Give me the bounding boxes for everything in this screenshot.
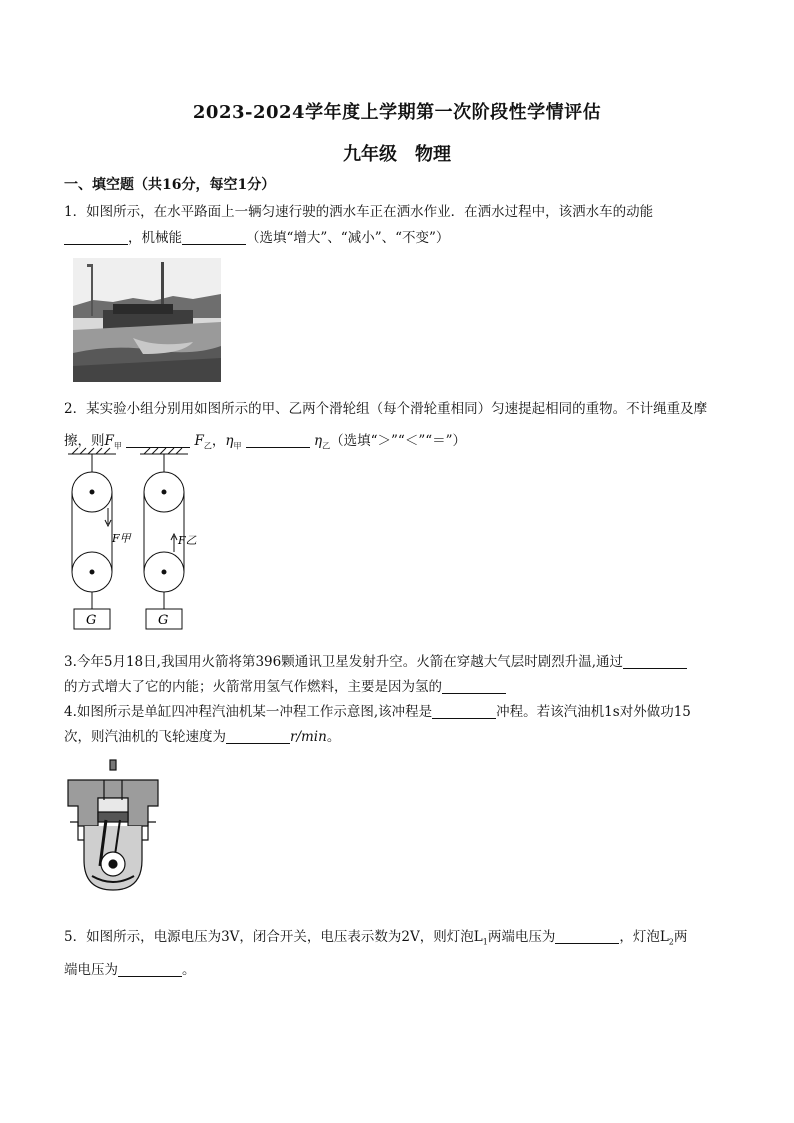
- q3-line1: 3.今年5月18日,我国用火箭将第396颗通讯卫星发射升空。火箭在穿越大气层时剧烈升温,通过: [64, 650, 687, 670]
- exam-title: 2023-2024学年度上学期第一次阶段性学情评估: [192, 102, 602, 123]
- q1-blank-1[interactable]: [64, 230, 128, 245]
- q5-blank-2[interactable]: [118, 962, 182, 977]
- q1-blank-2[interactable]: [182, 230, 246, 245]
- q4-line1: 4.如图所示是单缸四冲程汽油机某一冲程工作示意图,该冲程是 冲程。若该汽油机1s对外做功15: [64, 704, 691, 720]
- q2-blank-2[interactable]: [246, 433, 310, 448]
- pulley-systems-diagram: [64, 444, 204, 634]
- label-f-jia: F甲: [112, 532, 131, 545]
- q2-line1: 2．某实验小组分别用如图所示的甲、乙两个滑轮组（每个滑轮重相同）匀速提起相同的重物。不计绳重及摩: [64, 401, 708, 417]
- q4-blank-1[interactable]: [432, 704, 496, 719]
- section-heading: 一、填空题（共16分，每空1分）: [64, 177, 276, 193]
- q2-line2: 擦，则$F_甲$ $F_乙$，$\eta_甲$ $\eta_乙$（选填“＞”“＜”“＝”）: [64, 433, 467, 451]
- q5-line2: 端电压为 。: [64, 962, 196, 978]
- weight-g-2: G: [158, 613, 169, 628]
- exam-subtitle: 九年级 物理: [343, 144, 451, 165]
- q3-blank-1[interactable]: [623, 654, 687, 669]
- sprinkler-truck-photo: [73, 258, 221, 382]
- q3-line2: 的方式增大了它的内能；火箭常用氢气作燃料，主要是因为氢的: [64, 675, 506, 695]
- label-f-yi: F乙: [178, 534, 197, 547]
- q5-line1: 5．如图所示，电源电压为3V，闭合开关，电压表示数为2V，则灯泡$L_1$两端电压为 ，灯泡$L_2$两: [64, 929, 688, 947]
- q3-blank-2[interactable]: [442, 679, 506, 694]
- q1-line1: 1．如图所示，在水平路面上一辆匀速行驶的洒水车正在洒水作业．在洒水过程中，该洒水车的动能: [64, 204, 654, 220]
- weight-g-1: G: [86, 613, 97, 628]
- q4-blank-2[interactable]: [226, 729, 290, 744]
- q5-blank-1[interactable]: [555, 929, 619, 944]
- q4-line2: 次，则汽油机的飞轮速度为 r/min。: [64, 729, 341, 745]
- engine-diagram: [64, 758, 164, 898]
- q1-line2: ，机械能 （选填“增大”、“减小”、“不变”）: [64, 226, 449, 246]
